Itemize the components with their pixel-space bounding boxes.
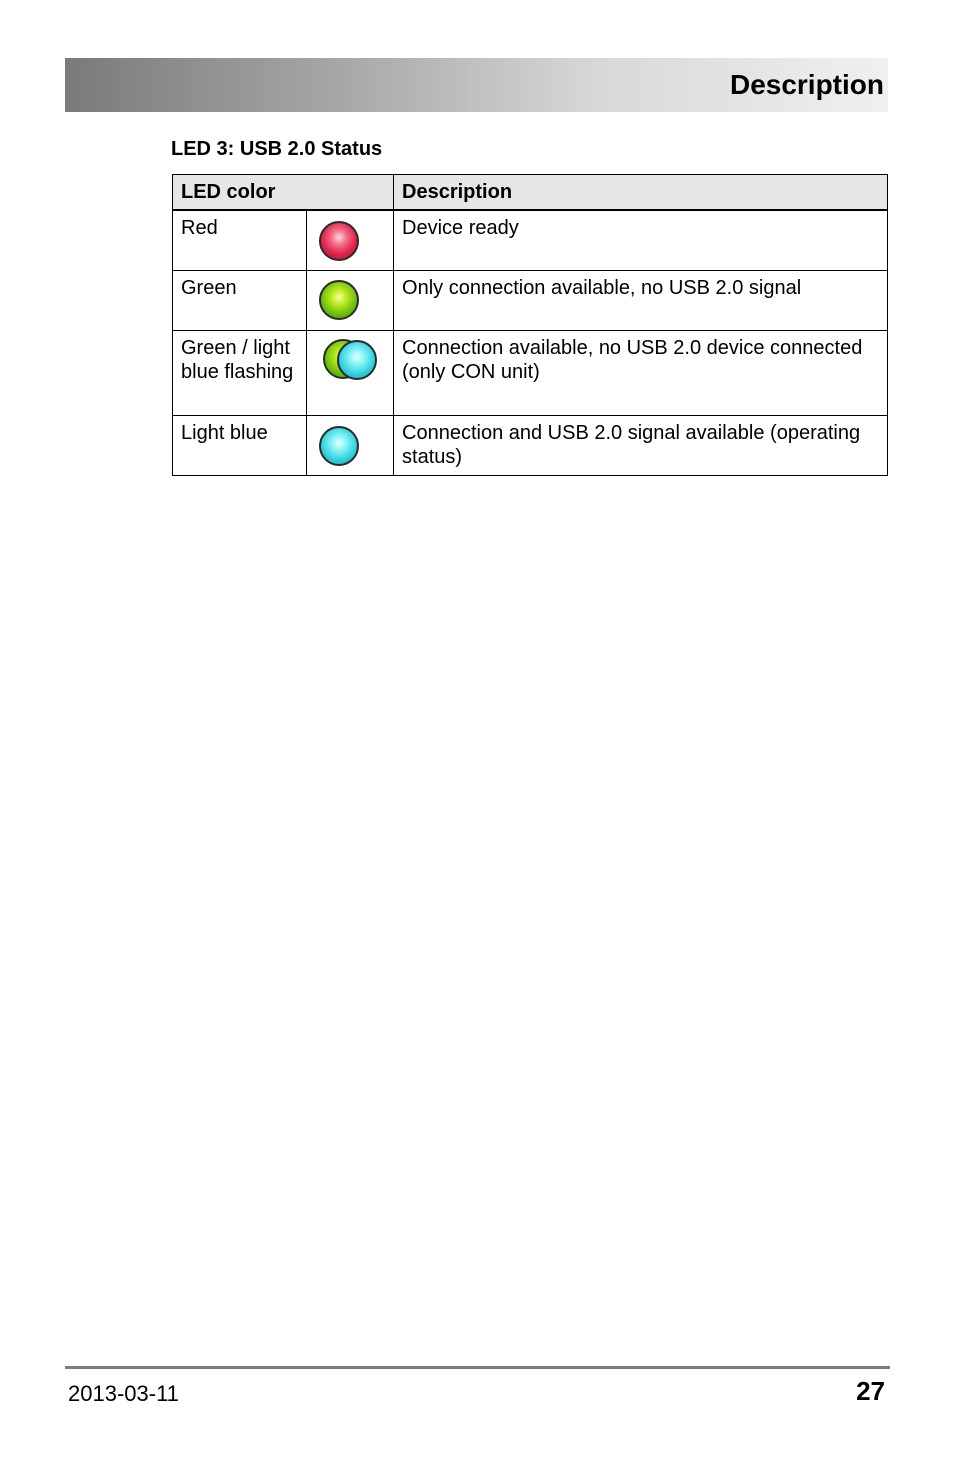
table-row — [173, 210, 888, 271]
led-color-cell: Light blue — [173, 416, 307, 476]
led-icon-cell — [307, 210, 394, 271]
light-blue-led-icon — [337, 340, 377, 380]
page-header-title: Description — [729, 69, 884, 100]
description-cell: Connection available, no USB 2.0 device connected (only CON unit) — [394, 331, 888, 416]
led-color-cell: Red — [173, 210, 307, 271]
footer-date: 2013-03-11 — [68, 1381, 179, 1406]
red-led-icon — [319, 221, 359, 261]
column-header-led-color: LED color — [173, 175, 394, 211]
green-led-icon — [319, 280, 359, 320]
header-bar — [65, 58, 888, 112]
column-header-description: Description — [394, 175, 888, 211]
description-cell: Connection and USB 2.0 signal available (operating status) — [394, 416, 888, 476]
led-icon-cell — [307, 416, 394, 476]
table-row — [173, 331, 888, 416]
table-row — [173, 416, 888, 476]
footer-divider — [65, 1366, 890, 1369]
section-title: LED 3: USB 2.0 Status — [171, 138, 383, 160]
table-header-row — [173, 175, 888, 211]
description-cell: Device ready — [394, 210, 888, 271]
description-cell: Only connection available, no USB 2.0 signal — [394, 271, 888, 331]
page-number: 27 — [856, 1376, 885, 1406]
led-status-table — [172, 174, 888, 476]
light-blue-led-icon — [319, 426, 359, 466]
led-color-cell: Green — [173, 271, 307, 331]
led-color-cell: Green / light blue flashing — [173, 331, 307, 416]
led-icon-cell — [307, 271, 394, 331]
table-row — [173, 271, 888, 331]
led-icon-cell — [307, 331, 394, 416]
